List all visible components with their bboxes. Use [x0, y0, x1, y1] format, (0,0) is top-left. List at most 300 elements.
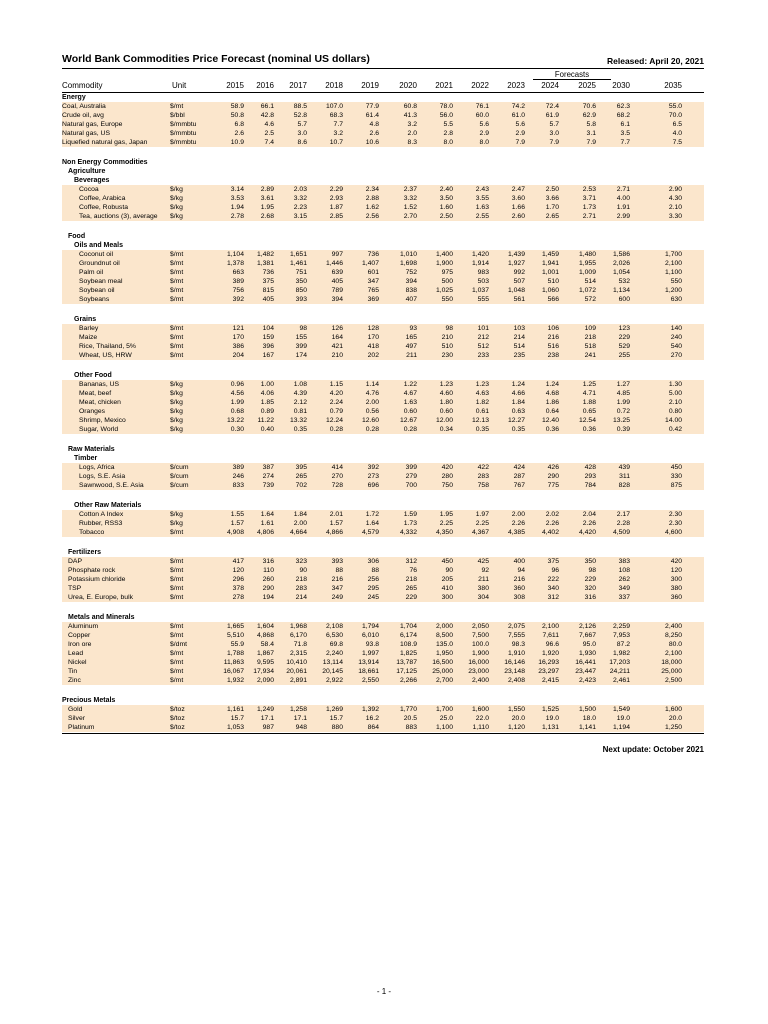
- value-cell: 1,037: [455, 286, 491, 295]
- row-end-cell: [684, 212, 704, 221]
- value-cell: 1,439: [491, 250, 527, 259]
- commodity-name: Groundnut oil: [62, 259, 170, 268]
- value-cell: 100.0: [455, 640, 491, 649]
- spacer-row: [62, 360, 704, 371]
- value-cell: 15.7: [309, 714, 345, 723]
- value-cell: 95.0: [561, 640, 598, 649]
- unit-cell: $/mt: [170, 658, 212, 667]
- value-cell: 12.00: [419, 416, 455, 425]
- section-heading-row: [62, 158, 704, 167]
- value-cell: 393: [309, 557, 345, 566]
- row-end-cell: [684, 557, 704, 566]
- value-cell: 0.89: [246, 407, 276, 416]
- value-cell: 1,586: [598, 250, 632, 259]
- col-unit: Unit: [172, 81, 187, 90]
- value-cell: 1.88: [561, 398, 598, 407]
- value-cell: 399: [381, 463, 419, 472]
- value-cell: 273: [345, 472, 381, 481]
- value-cell: 23,148: [491, 667, 527, 676]
- value-cell: 20,061: [276, 667, 309, 676]
- value-cell: 380: [632, 584, 684, 593]
- value-cell: 2.04: [561, 510, 598, 519]
- value-cell: 369: [345, 295, 381, 304]
- value-cell: 13,914: [345, 658, 381, 667]
- value-cell: 17,203: [598, 658, 632, 667]
- table-row: [62, 631, 704, 640]
- value-cell: 90: [276, 566, 309, 575]
- value-cell: 1,788: [212, 649, 246, 658]
- unit-cell: $/toz: [170, 705, 212, 714]
- value-cell: 80.0: [632, 640, 684, 649]
- unit-cell: $/kg: [170, 510, 212, 519]
- commodity-name: Tea, auctions (3), average: [62, 212, 170, 221]
- value-cell: 1,134: [598, 286, 632, 295]
- value-cell: 4.56: [212, 389, 246, 398]
- value-cell: 50.8: [212, 111, 246, 120]
- value-cell: 265: [276, 472, 309, 481]
- value-cell: 2.00: [276, 519, 309, 528]
- value-cell: 0.39: [598, 425, 632, 434]
- spacer-cell: [62, 685, 684, 696]
- table-row: [62, 593, 704, 602]
- spacer-cell: [62, 360, 684, 371]
- row-end-cell: [684, 566, 704, 575]
- value-cell: 497: [381, 342, 419, 351]
- value-cell: 246: [212, 472, 246, 481]
- row-end-cell: [684, 622, 704, 631]
- table-row: [62, 398, 704, 407]
- value-cell: 424: [491, 463, 527, 472]
- row-end-cell: [684, 295, 704, 304]
- section-heading-row: [62, 613, 704, 622]
- unit-cell: $/kg: [170, 212, 212, 221]
- value-cell: 1,131: [527, 723, 561, 732]
- value-cell: 1.14: [345, 380, 381, 389]
- value-cell: 1.94: [212, 203, 246, 212]
- value-cell: 216: [309, 575, 345, 584]
- commodity-name: Soybean meal: [62, 277, 170, 286]
- commodity-name: Coffee, Arabica: [62, 194, 170, 203]
- table-row: [62, 481, 704, 490]
- table-row: [62, 380, 704, 389]
- spacer-row: [62, 685, 704, 696]
- value-cell: 350: [276, 277, 309, 286]
- value-cell: 2.26: [561, 519, 598, 528]
- value-cell: 0.36: [561, 425, 598, 434]
- value-cell: 396: [246, 342, 276, 351]
- value-cell: 1.25: [561, 380, 598, 389]
- unit-cell: $/mmbtu: [170, 120, 212, 129]
- commodity-name: Nickel: [62, 658, 170, 667]
- value-cell: 14.00: [632, 416, 684, 425]
- value-cell: 4,332: [381, 528, 419, 537]
- row-end-cell: [684, 481, 704, 490]
- value-cell: 347: [345, 277, 381, 286]
- value-cell: 2.00: [491, 510, 527, 519]
- value-cell: 1.24: [491, 380, 527, 389]
- value-cell: 1,141: [561, 723, 598, 732]
- value-cell: 516: [527, 342, 561, 351]
- value-cell: 4.68: [527, 389, 561, 398]
- value-cell: 270: [632, 351, 684, 360]
- value-cell: 238: [527, 351, 561, 360]
- unit-cell: $/mt: [170, 268, 212, 277]
- value-cell: 1.97: [455, 510, 491, 519]
- value-cell: 1.23: [455, 380, 491, 389]
- value-cell: 550: [632, 277, 684, 286]
- commodity-name: Tin: [62, 667, 170, 676]
- section-heading-row: [62, 232, 704, 241]
- value-cell: 3.55: [455, 194, 491, 203]
- value-cell: 838: [381, 286, 419, 295]
- value-cell: 2.30: [632, 510, 684, 519]
- table-row: [62, 185, 704, 194]
- value-cell: 16,000: [455, 658, 491, 667]
- value-cell: 1.82: [455, 398, 491, 407]
- value-cell: 222: [527, 575, 561, 584]
- value-cell: 2.12: [276, 398, 309, 407]
- value-cell: 279: [381, 472, 419, 481]
- value-cell: 1.27: [598, 380, 632, 389]
- value-cell: 218: [381, 575, 419, 584]
- value-cell: 1,950: [419, 649, 455, 658]
- table-row: [62, 138, 704, 147]
- value-cell: 394: [309, 295, 345, 304]
- value-cell: 750: [419, 481, 455, 490]
- value-cell: 394: [381, 277, 419, 286]
- value-cell: 88: [345, 566, 381, 575]
- value-cell: 1,941: [527, 259, 561, 268]
- commodity-name: Barley: [62, 324, 170, 333]
- value-cell: 214: [276, 593, 309, 602]
- value-cell: 109: [561, 324, 598, 333]
- value-cell: 16,441: [561, 658, 598, 667]
- row-end-cell: [684, 676, 704, 685]
- value-cell: 350: [561, 557, 598, 566]
- value-cell: 7,953: [598, 631, 632, 640]
- value-cell: 210: [419, 333, 455, 342]
- value-cell: 98: [419, 324, 455, 333]
- col-commodity: Commodity: [62, 81, 103, 90]
- value-cell: 948: [276, 723, 309, 732]
- value-cell: 262: [598, 575, 632, 584]
- value-cell: 6,010: [345, 631, 381, 640]
- value-cell: 68.3: [309, 111, 345, 120]
- commodity-name: Platinum: [62, 723, 170, 732]
- value-cell: 1.23: [419, 380, 455, 389]
- value-cell: 4.6: [246, 120, 276, 129]
- value-cell: 103: [491, 324, 527, 333]
- value-cell: 1,698: [381, 259, 419, 268]
- value-cell: 663: [212, 268, 246, 277]
- value-cell: 1,001: [527, 268, 561, 277]
- value-cell: 2.47: [491, 185, 527, 194]
- value-cell: 1.72: [345, 510, 381, 519]
- commodity-name: Meat, chicken: [62, 398, 170, 407]
- value-cell: 1,549: [598, 705, 632, 714]
- forecasts-label: Forecasts: [554, 70, 590, 79]
- value-cell: 24,211: [598, 667, 632, 676]
- value-cell: 2.25: [455, 519, 491, 528]
- value-cell: 7.7: [598, 138, 632, 147]
- value-cell: 389: [212, 463, 246, 472]
- unit-cell: $/bbl: [170, 111, 212, 120]
- commodity-name: Natural gas, US: [62, 129, 170, 138]
- value-cell: 60.8: [381, 102, 419, 111]
- value-cell: 218: [561, 333, 598, 342]
- value-cell: 1,400: [419, 250, 455, 259]
- value-cell: 92: [455, 566, 491, 575]
- value-cell: 600: [598, 295, 632, 304]
- commodity-name: Zinc: [62, 676, 170, 685]
- value-cell: 6.8: [212, 120, 246, 129]
- value-cell: 77.9: [345, 102, 381, 111]
- row-end-cell: [684, 667, 704, 676]
- row-end-cell: [684, 723, 704, 732]
- value-cell: 975: [419, 268, 455, 277]
- value-cell: 98.3: [491, 640, 527, 649]
- unit-cell: $/mt: [170, 528, 212, 537]
- value-cell: 7,500: [455, 631, 491, 640]
- value-cell: 2,891: [276, 676, 309, 685]
- value-cell: 1,480: [561, 250, 598, 259]
- value-cell: 1,010: [381, 250, 419, 259]
- col-year-2021: 2021: [435, 81, 453, 90]
- row-end-cell: [684, 268, 704, 277]
- value-cell: 1,700: [419, 705, 455, 714]
- value-cell: 1,651: [276, 250, 309, 259]
- col-year-2017: 2017: [289, 81, 307, 90]
- value-cell: 167: [246, 351, 276, 360]
- section-heading: Other Raw Materials: [74, 502, 142, 509]
- commodity-name: Meat, beef: [62, 389, 170, 398]
- value-cell: 0.65: [561, 407, 598, 416]
- value-cell: 389: [212, 277, 246, 286]
- value-cell: 68.2: [598, 111, 632, 120]
- value-cell: 0.68: [212, 407, 246, 416]
- row-end-cell: [684, 398, 704, 407]
- commodity-name: Coconut oil: [62, 250, 170, 259]
- value-cell: 828: [598, 481, 632, 490]
- value-cell: 1.66: [491, 203, 527, 212]
- value-cell: 20.0: [632, 714, 684, 723]
- value-cell: 4,868: [246, 631, 276, 640]
- value-cell: 2.78: [212, 212, 246, 221]
- value-cell: 4.06: [246, 389, 276, 398]
- value-cell: 19.0: [598, 714, 632, 723]
- value-cell: 2.43: [455, 185, 491, 194]
- value-cell: 93: [381, 324, 419, 333]
- commodity-name: Soybeans: [62, 295, 170, 304]
- value-cell: 17.1: [246, 714, 276, 723]
- value-cell: 875: [632, 481, 684, 490]
- row-end-cell: [684, 472, 704, 481]
- value-cell: 165: [381, 333, 419, 342]
- section-heading: Energy: [62, 94, 86, 101]
- row-end-cell: [684, 324, 704, 333]
- table-row: [62, 519, 704, 528]
- value-cell: 7.9: [561, 138, 598, 147]
- value-cell: 16,146: [491, 658, 527, 667]
- table-row: [62, 277, 704, 286]
- value-cell: 194: [246, 593, 276, 602]
- value-cell: 6,170: [276, 631, 309, 640]
- value-cell: 1,867: [246, 649, 276, 658]
- value-cell: 311: [598, 472, 632, 481]
- value-cell: 15.7: [212, 714, 246, 723]
- spacer-row: [62, 537, 704, 548]
- value-cell: 1,104: [212, 250, 246, 259]
- value-cell: 19.0: [527, 714, 561, 723]
- value-cell: 4.76: [345, 389, 381, 398]
- value-cell: 2,100: [632, 259, 684, 268]
- value-cell: 16,500: [419, 658, 455, 667]
- value-cell: 550: [419, 295, 455, 304]
- value-cell: 1,968: [276, 622, 309, 631]
- value-cell: 13.22: [212, 416, 246, 425]
- value-cell: 55.0: [632, 102, 684, 111]
- value-cell: 218: [276, 575, 309, 584]
- value-cell: 274: [246, 472, 276, 481]
- value-cell: 1,794: [345, 622, 381, 631]
- value-cell: 2.65: [527, 212, 561, 221]
- value-cell: 2.9: [455, 129, 491, 138]
- table-row: [62, 342, 704, 351]
- value-cell: 1,927: [491, 259, 527, 268]
- section-heading: Raw Materials: [68, 446, 115, 453]
- row-end-cell: [684, 138, 704, 147]
- table-row: [62, 584, 704, 593]
- value-cell: 758: [455, 481, 491, 490]
- value-cell: 2.03: [276, 185, 309, 194]
- unit-cell: $/toz: [170, 723, 212, 732]
- value-cell: 0.36: [527, 425, 561, 434]
- value-cell: 1,461: [276, 259, 309, 268]
- value-cell: 121: [212, 324, 246, 333]
- value-cell: 17,934: [246, 667, 276, 676]
- row-end-cell: [684, 425, 704, 434]
- value-cell: 0.96: [212, 380, 246, 389]
- value-cell: 1.15: [309, 380, 345, 389]
- table-row: [62, 333, 704, 342]
- spacer-row: [62, 490, 704, 501]
- value-cell: 8,250: [632, 631, 684, 640]
- value-cell: 3.32: [276, 194, 309, 203]
- row-end-cell: [684, 333, 704, 342]
- value-cell: 107.0: [309, 102, 345, 111]
- section-heading: Food: [68, 233, 86, 240]
- value-cell: 2.89: [246, 185, 276, 194]
- value-cell: 229: [561, 575, 598, 584]
- value-cell: 765: [345, 286, 381, 295]
- value-cell: 883: [381, 723, 419, 732]
- commodity-name: Sugar, World: [62, 425, 170, 434]
- value-cell: 78.0: [419, 102, 455, 111]
- value-cell: 12.40: [527, 416, 561, 425]
- next-update: Next update: October 2021: [602, 745, 704, 754]
- value-cell: 1,100: [632, 268, 684, 277]
- value-cell: 1.24: [527, 380, 561, 389]
- value-cell: 20,145: [309, 667, 345, 676]
- value-cell: 1.91: [598, 203, 632, 212]
- value-cell: 2.71: [598, 185, 632, 194]
- value-cell: 1,048: [491, 286, 527, 295]
- value-cell: 1,704: [381, 622, 419, 631]
- value-cell: 1.64: [345, 519, 381, 528]
- value-cell: 2.17: [598, 510, 632, 519]
- value-cell: 736: [345, 250, 381, 259]
- value-cell: 104: [246, 324, 276, 333]
- value-cell: 4,806: [246, 528, 276, 537]
- value-cell: 450: [632, 463, 684, 472]
- value-cell: 1,269: [309, 705, 345, 714]
- value-cell: 2.53: [561, 185, 598, 194]
- value-cell: 1,550: [491, 705, 527, 714]
- value-cell: 316: [246, 557, 276, 566]
- value-cell: 10.6: [345, 138, 381, 147]
- value-cell: 61.9: [527, 111, 561, 120]
- unit-cell: $/mt: [170, 351, 212, 360]
- value-cell: 13.32: [276, 416, 309, 425]
- value-cell: 1.63: [381, 398, 419, 407]
- value-cell: 12.27: [491, 416, 527, 425]
- table-row: [62, 649, 704, 658]
- value-cell: 0.35: [455, 425, 491, 434]
- value-cell: 1,110: [455, 723, 491, 732]
- value-cell: 245: [345, 593, 381, 602]
- value-cell: 399: [276, 342, 309, 351]
- column-headers: [62, 80, 704, 93]
- value-cell: 96.6: [527, 640, 561, 649]
- value-cell: 1,053: [212, 723, 246, 732]
- value-cell: 864: [345, 723, 381, 732]
- value-cell: 736: [246, 268, 276, 277]
- table-row: [62, 705, 704, 714]
- table-row: [62, 286, 704, 295]
- value-cell: 512: [455, 342, 491, 351]
- table-row: [62, 510, 704, 519]
- value-cell: 211: [381, 351, 419, 360]
- value-cell: 93.8: [345, 640, 381, 649]
- value-cell: 72.4: [527, 102, 561, 111]
- table-row: [62, 640, 704, 649]
- value-cell: 405: [309, 277, 345, 286]
- section-heading: Timber: [74, 455, 98, 462]
- value-cell: 518: [561, 342, 598, 351]
- commodity-name: Potassium chloride: [62, 575, 170, 584]
- value-cell: 3.50: [419, 194, 455, 203]
- value-cell: 378: [212, 584, 246, 593]
- value-cell: 1,920: [527, 649, 561, 658]
- row-end-cell: [684, 111, 704, 120]
- value-cell: 2.10: [632, 398, 684, 407]
- header-row: [62, 50, 704, 66]
- table-row: [62, 194, 704, 203]
- section-heading-row: [62, 548, 704, 557]
- value-cell: 0.34: [419, 425, 455, 434]
- value-cell: 1.55: [212, 510, 246, 519]
- value-cell: 5.8: [561, 120, 598, 129]
- value-cell: 421: [309, 342, 345, 351]
- value-cell: 300: [632, 575, 684, 584]
- value-cell: 265: [381, 584, 419, 593]
- col-year-2015: 2015: [226, 81, 244, 90]
- value-cell: 98: [561, 566, 598, 575]
- value-cell: 601: [345, 268, 381, 277]
- spacer-cell: [62, 304, 684, 315]
- row-end-cell: [684, 631, 704, 640]
- value-cell: 25.0: [419, 714, 455, 723]
